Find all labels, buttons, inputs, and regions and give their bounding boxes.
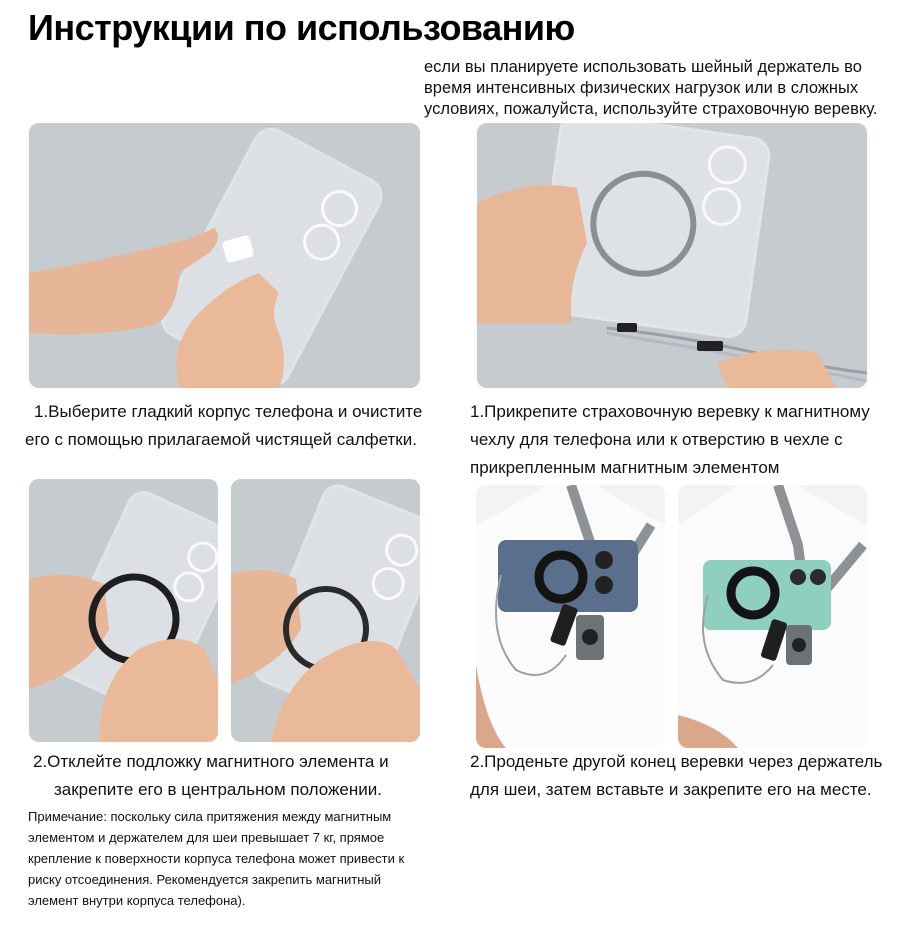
step2-left-line2: закрепите его в центральном положении. [54, 780, 382, 799]
photo-peel-magnet [29, 479, 218, 742]
step1-right-line2: чехлу для телефона или к отверстию в чехле с [470, 430, 843, 449]
step2-right-line2: для шеи, затем вставьте и закрепите его на месте. [470, 780, 872, 799]
step1-right-line3: прикрепленным магнитным элементом [470, 458, 780, 477]
photo-peel-magnet-illustration [29, 479, 218, 742]
step2-left-line1: 2.Отклейте подложку магнитного элемента и [33, 752, 389, 771]
note-line-2: элементом и держателем для шеи превышает 7 кг, прямое [28, 830, 385, 845]
safety-intro-text: если вы планируете использовать шейный держатель во время интенсивных физических нагрузок или в сложных условиях, пожалуйста, используйте страховочную веревку. [424, 58, 878, 118]
photo-attach-rope [477, 123, 867, 388]
step2-right-line1: 2.Проденьте другой конец веревки через держатель [470, 752, 883, 771]
step1-left-line2: его с помощью прилагаемой чистящей салфетки. [25, 430, 417, 449]
page-title: Инструкции по использованию [28, 7, 575, 48]
photo-clean-case [29, 123, 420, 388]
note-line-5: элемент внутри корпуса телефона). [28, 893, 246, 908]
note-line-4: риску отсоединения. Рекомендуется закрепить магнитный [28, 872, 381, 887]
photo-clean-case-illustration [29, 123, 420, 388]
step1-left-line1: 1.Выберите гладкий корпус телефона и очистите [34, 402, 423, 421]
photo-neck-holder-blue [476, 485, 665, 748]
photo-attach-rope-illustration [477, 123, 867, 388]
note-block [28, 806, 428, 911]
note-line-1: Примечание: поскольку сила притяжения между магнитным [28, 809, 392, 824]
photo-neck-holder-blue-illustration [476, 485, 665, 748]
step1-right-line1: 1.Прикрепите страховочную веревку к магнитному [470, 402, 870, 421]
photo-neck-holder-mint [678, 485, 867, 748]
photo-place-magnet [231, 479, 420, 742]
note-line-3: крепление к поверхности корпуса телефона может привести к [28, 851, 405, 866]
photo-neck-holder-mint-illustration [678, 485, 867, 748]
photo-place-magnet-illustration [231, 479, 420, 742]
